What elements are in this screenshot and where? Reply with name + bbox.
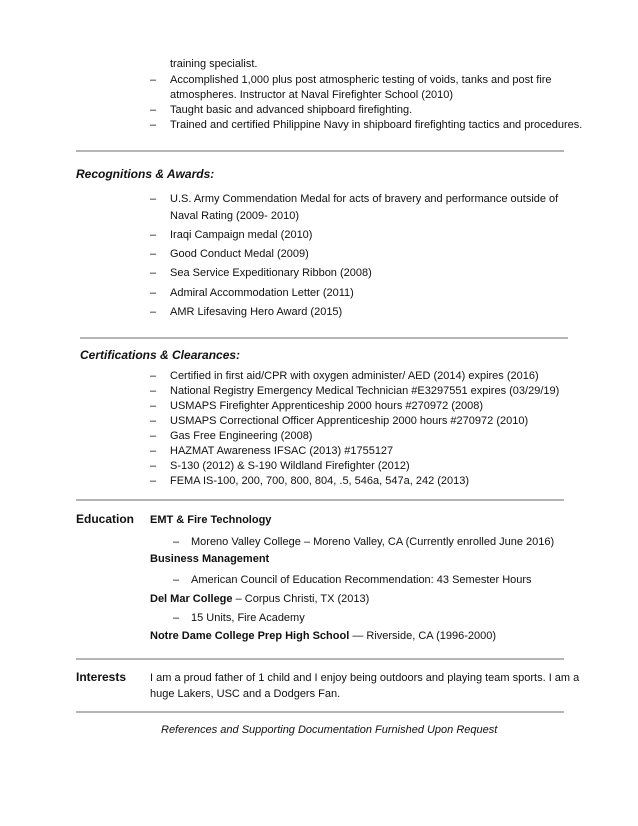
interests-line-1: I am a proud father of 1 child and I enjoy being outdoors and playing team sports. I am a (150, 672, 580, 684)
list-item: USMAPS Correctional Officer Apprenticeship 2000 hours #270972 (2010) (170, 415, 529, 427)
business-program: Business Management (150, 553, 270, 565)
list-item: U.S. Army Commendation Medal for acts of bravery and performance outside of (170, 193, 559, 205)
list-item: Gas Free Engineering (2008) (170, 430, 313, 442)
section-divider (76, 711, 564, 713)
bullet-dash: – (173, 612, 180, 624)
section-divider (76, 499, 564, 501)
interests-heading: Interests (76, 670, 127, 684)
list-item: Sea Service Expeditionary Ribbon (2008) (170, 267, 372, 279)
section-divider (80, 337, 568, 339)
bullet-dash: – (150, 445, 157, 457)
bullet-dash: – (150, 370, 157, 382)
list-item: Accomplished 1,000 plus post atmospheric testing of voids, tanks and post fire (170, 74, 552, 86)
list-item: Taught basic and advanced shipboard firefighting. (170, 104, 413, 116)
bullet-dash: – (150, 74, 157, 86)
certs-heading: Certifications & Clearances: (80, 348, 241, 362)
interests-line-2: huge Lakers, USC and a Dodgers Fan. (150, 688, 341, 700)
bullet-dash: – (150, 229, 157, 241)
list-item: S-130 (2012) & S-190 Wildland Firefighter (2012) (170, 460, 410, 472)
list-item: USMAPS Firefighter Apprenticeship 2000 hours #270972 (2008) (170, 400, 484, 412)
list-item-cont: Naval Rating (2009- 2010) (170, 210, 300, 222)
list-item: Moreno Valley College – Moreno Valley, CA (Currently enrolled June 2016) (191, 536, 555, 548)
bullet-dash: – (150, 475, 157, 487)
list-item: AMR Lifesaving Hero Award (2015) (170, 306, 343, 318)
bullet-dash: – (150, 287, 157, 299)
delmar-entry (150, 593, 369, 605)
list-item: Certified in first aid/CPR with oxygen administer/ AED (2014) expires (2016) (170, 370, 539, 382)
bullet-dash: – (150, 248, 157, 260)
list-item: HAZMAT Awareness IFSAC (2013) #1755127 (170, 445, 394, 457)
list-item: 15 Units, Fire Academy (191, 612, 305, 624)
delmar-details: – Corpus Christi, TX (2013) (232, 593, 370, 605)
bullet-dash: – (173, 574, 180, 586)
references-note: References and Supporting Documentation Furnished Upon Request (161, 724, 498, 736)
list-item: Admiral Accommodation Letter (2011) (170, 287, 354, 299)
bullet-dash: – (150, 430, 157, 442)
bullet-dash: – (150, 267, 157, 279)
bullet-dash: – (150, 306, 157, 318)
continued-text: training specialist. (170, 58, 258, 70)
list-item: Iraqi Campaign medal (2010) (170, 229, 313, 241)
list-item: FEMA IS-100, 200, 700, 800, 804, .5, 546a, 547a, 242 (2013) (170, 475, 470, 487)
bullet-dash: – (173, 536, 180, 548)
bullet-dash: – (150, 385, 157, 397)
emt-program: EMT & Fire Technology (150, 514, 272, 526)
bullet-dash: – (150, 460, 157, 472)
notre-dame-details: — Riverside, CA (1996-2000) (349, 630, 496, 642)
list-item-cont: atmospheres. Instructor at Naval Firefighter School (2010) (170, 89, 454, 101)
awards-heading: Recognitions & Awards: (76, 167, 215, 181)
section-divider (76, 150, 564, 152)
notre-dame-school: Notre Dame College Prep High School (150, 630, 350, 642)
delmar-school: Del Mar College (150, 593, 233, 605)
notre-dame-entry (150, 630, 496, 642)
section-divider (76, 658, 564, 660)
list-item: American Council of Education Recommendation: 43 Semester Hours (191, 574, 532, 586)
bullet-dash: – (150, 400, 157, 412)
bullet-dash: – (150, 193, 157, 205)
list-item: National Registry Emergency Medical Technician #E3297551 expires (03/29/19) (170, 385, 560, 397)
list-item: Trained and certified Philippine Navy in shipboard firefighting tactics and procedures. (170, 119, 583, 131)
bullet-dash: – (150, 119, 157, 131)
bullet-dash: – (150, 104, 157, 116)
education-heading: Education (76, 512, 135, 526)
list-item: Good Conduct Medal (2009) (170, 248, 309, 260)
bullet-dash: – (150, 415, 157, 427)
